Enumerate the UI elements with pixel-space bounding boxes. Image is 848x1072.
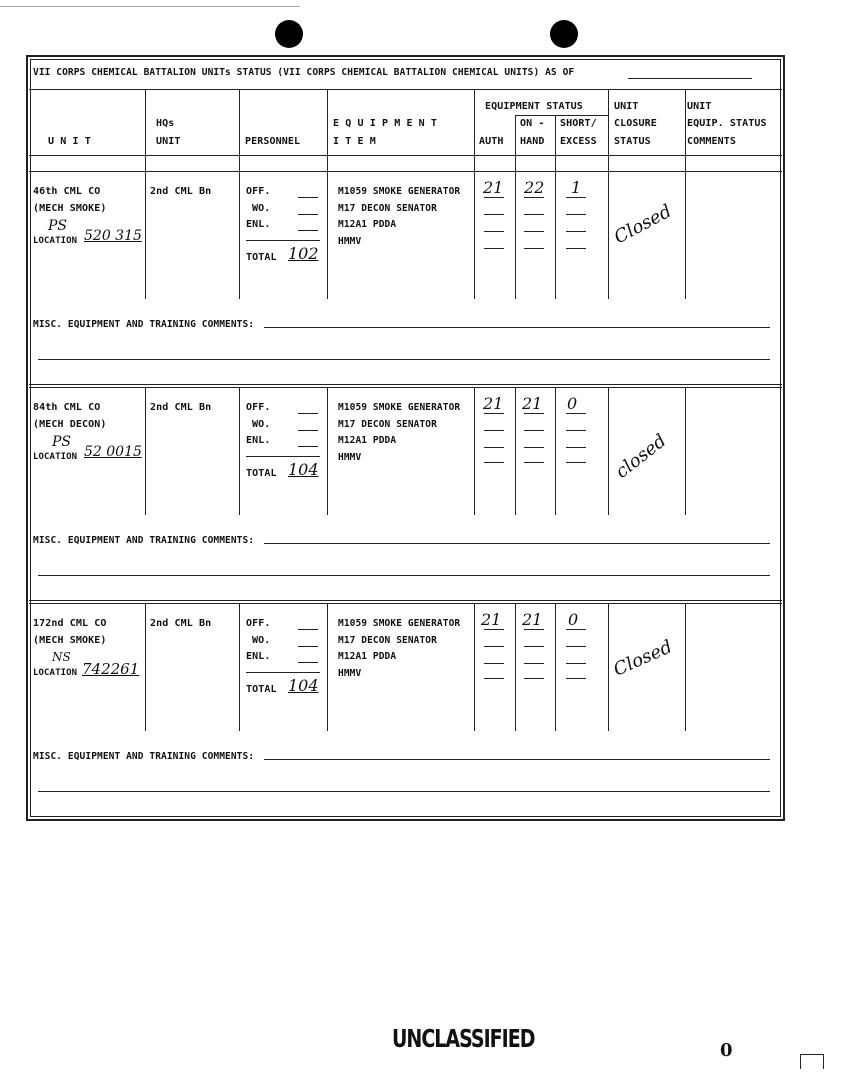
header-auth: AUTH xyxy=(479,136,504,147)
location-value: 742261 xyxy=(82,660,140,678)
total-value: 102 xyxy=(288,244,319,263)
equipment-item: M17 DECON SENATOR xyxy=(338,635,437,646)
total-label: TOTAL xyxy=(246,468,277,479)
on-hand-value: 21 xyxy=(522,610,543,629)
header-closure-1: UNIT xyxy=(614,101,639,112)
short-value: 0 xyxy=(567,394,578,413)
location-prefix: PS xyxy=(48,218,68,234)
hqs-unit: 2nd CML Bn xyxy=(150,186,212,197)
equipment-item: M12A1 PDDA xyxy=(338,651,397,662)
wo-label: WO. xyxy=(252,419,271,430)
as-of-blank xyxy=(628,78,752,79)
header-hqs: HQs xyxy=(156,118,175,129)
equipment-item: M1059 SMOKE GENERATOR xyxy=(338,402,461,413)
header-closure-2: CLOSURE xyxy=(614,118,657,129)
header-comments-3: COMMENTS xyxy=(687,136,736,147)
equipment-item: HMMV xyxy=(338,668,362,679)
punch-hole-left xyxy=(275,20,303,48)
location-prefix: PS xyxy=(52,434,72,450)
header-comments-1: UNIT xyxy=(687,101,712,112)
wo-label: WO. xyxy=(252,203,271,214)
equipment-item: HMMV xyxy=(338,236,362,247)
header-equip-status: EQUIPMENT STATUS xyxy=(485,101,583,112)
total-label: TOTAL xyxy=(246,684,277,695)
short-value: 0 xyxy=(568,610,579,629)
total-value: 104 xyxy=(288,460,319,479)
unit-type: (MECH SMOKE) xyxy=(33,203,107,214)
total-label: TOTAL xyxy=(246,252,277,263)
wo-label: WO. xyxy=(252,635,271,646)
header-closure-3: STATUS xyxy=(614,136,651,147)
off-label: OFF. xyxy=(246,402,271,413)
header-short: SHORT/ xyxy=(560,118,597,129)
location-prefix: NS xyxy=(52,650,71,664)
auth-value: 21 xyxy=(483,178,504,197)
enl-label: ENL. xyxy=(246,435,271,446)
hqs-unit: 2nd CML Bn xyxy=(150,618,212,629)
unit-name: 172nd CML CO xyxy=(33,618,107,629)
header-personnel: PERSONNEL xyxy=(245,136,301,147)
classification-stamp: UNCLASSIFIED xyxy=(392,1024,535,1054)
status-form xyxy=(26,55,785,821)
off-label: OFF. xyxy=(246,618,271,629)
on-hand-value: 21 xyxy=(522,394,543,413)
header-comments-2: EQUIP. STATUS xyxy=(687,118,767,129)
location-label: LOCATION xyxy=(33,236,78,246)
equipment-item: M17 DECON SENATOR xyxy=(338,419,437,430)
auth-value: 21 xyxy=(481,610,502,629)
auth-value: 21 xyxy=(483,394,504,413)
closure-status: closed xyxy=(611,430,671,483)
misc-comments-label: MISC. EQUIPMENT AND TRAINING COMMENTS: xyxy=(33,319,255,330)
header-equipment: E Q U I P M E N T xyxy=(333,118,438,129)
header-excess: EXCESS xyxy=(560,136,597,147)
equipment-item: M1059 SMOKE GENERATOR xyxy=(338,186,461,197)
on-hand-value: 22 xyxy=(524,178,545,197)
unit-type: (MECH DECON) xyxy=(33,419,107,430)
short-value: 1 xyxy=(571,178,582,197)
unit-name: 84th CML CO xyxy=(33,402,101,413)
unit-type: (MECH SMOKE) xyxy=(33,635,107,646)
location-label: LOCATION xyxy=(33,668,78,678)
header-hand: HAND xyxy=(520,136,545,147)
header-item: I T E M xyxy=(333,136,376,147)
total-value: 104 xyxy=(288,676,319,695)
enl-label: ENL. xyxy=(246,651,271,662)
equipment-item: HMMV xyxy=(338,452,362,463)
header-hqs-unit: UNIT xyxy=(156,136,181,147)
location-value: 52 0015 xyxy=(84,444,142,460)
equipment-item: M17 DECON SENATOR xyxy=(338,203,437,214)
header-on: ON - xyxy=(520,118,545,129)
hqs-unit: 2nd CML Bn xyxy=(150,402,212,413)
header-unit: U N I T xyxy=(48,136,91,147)
location-label: LOCATION xyxy=(33,452,78,462)
off-label: OFF. xyxy=(246,186,271,197)
location-value: 520 315 xyxy=(84,228,142,244)
equipment-item: M12A1 PDDA xyxy=(338,219,397,230)
misc-comments-label: MISC. EQUIPMENT AND TRAINING COMMENTS: xyxy=(33,535,255,546)
misc-comments-label: MISC. EQUIPMENT AND TRAINING COMMENTS: xyxy=(33,751,255,762)
form-title: VII CORPS CHEMICAL BATTALION UNITs STATUS (VII CORPS CHEMICAL BATTALION CHEMICAL UNITS) AS OF xyxy=(33,67,575,78)
closure-status: Closed xyxy=(610,200,676,249)
scan-line-top xyxy=(0,6,300,7)
punch-hole-right xyxy=(550,20,578,48)
corner-mark xyxy=(800,1054,824,1069)
equipment-item: M1059 SMOKE GENERATOR xyxy=(338,618,461,629)
closure-status: Closed xyxy=(610,636,676,681)
page-mark: 0 xyxy=(720,1040,733,1061)
unit-name: 46th CML CO xyxy=(33,186,101,197)
equipment-item: M12A1 PDDA xyxy=(338,435,397,446)
enl-label: ENL. xyxy=(246,219,271,230)
